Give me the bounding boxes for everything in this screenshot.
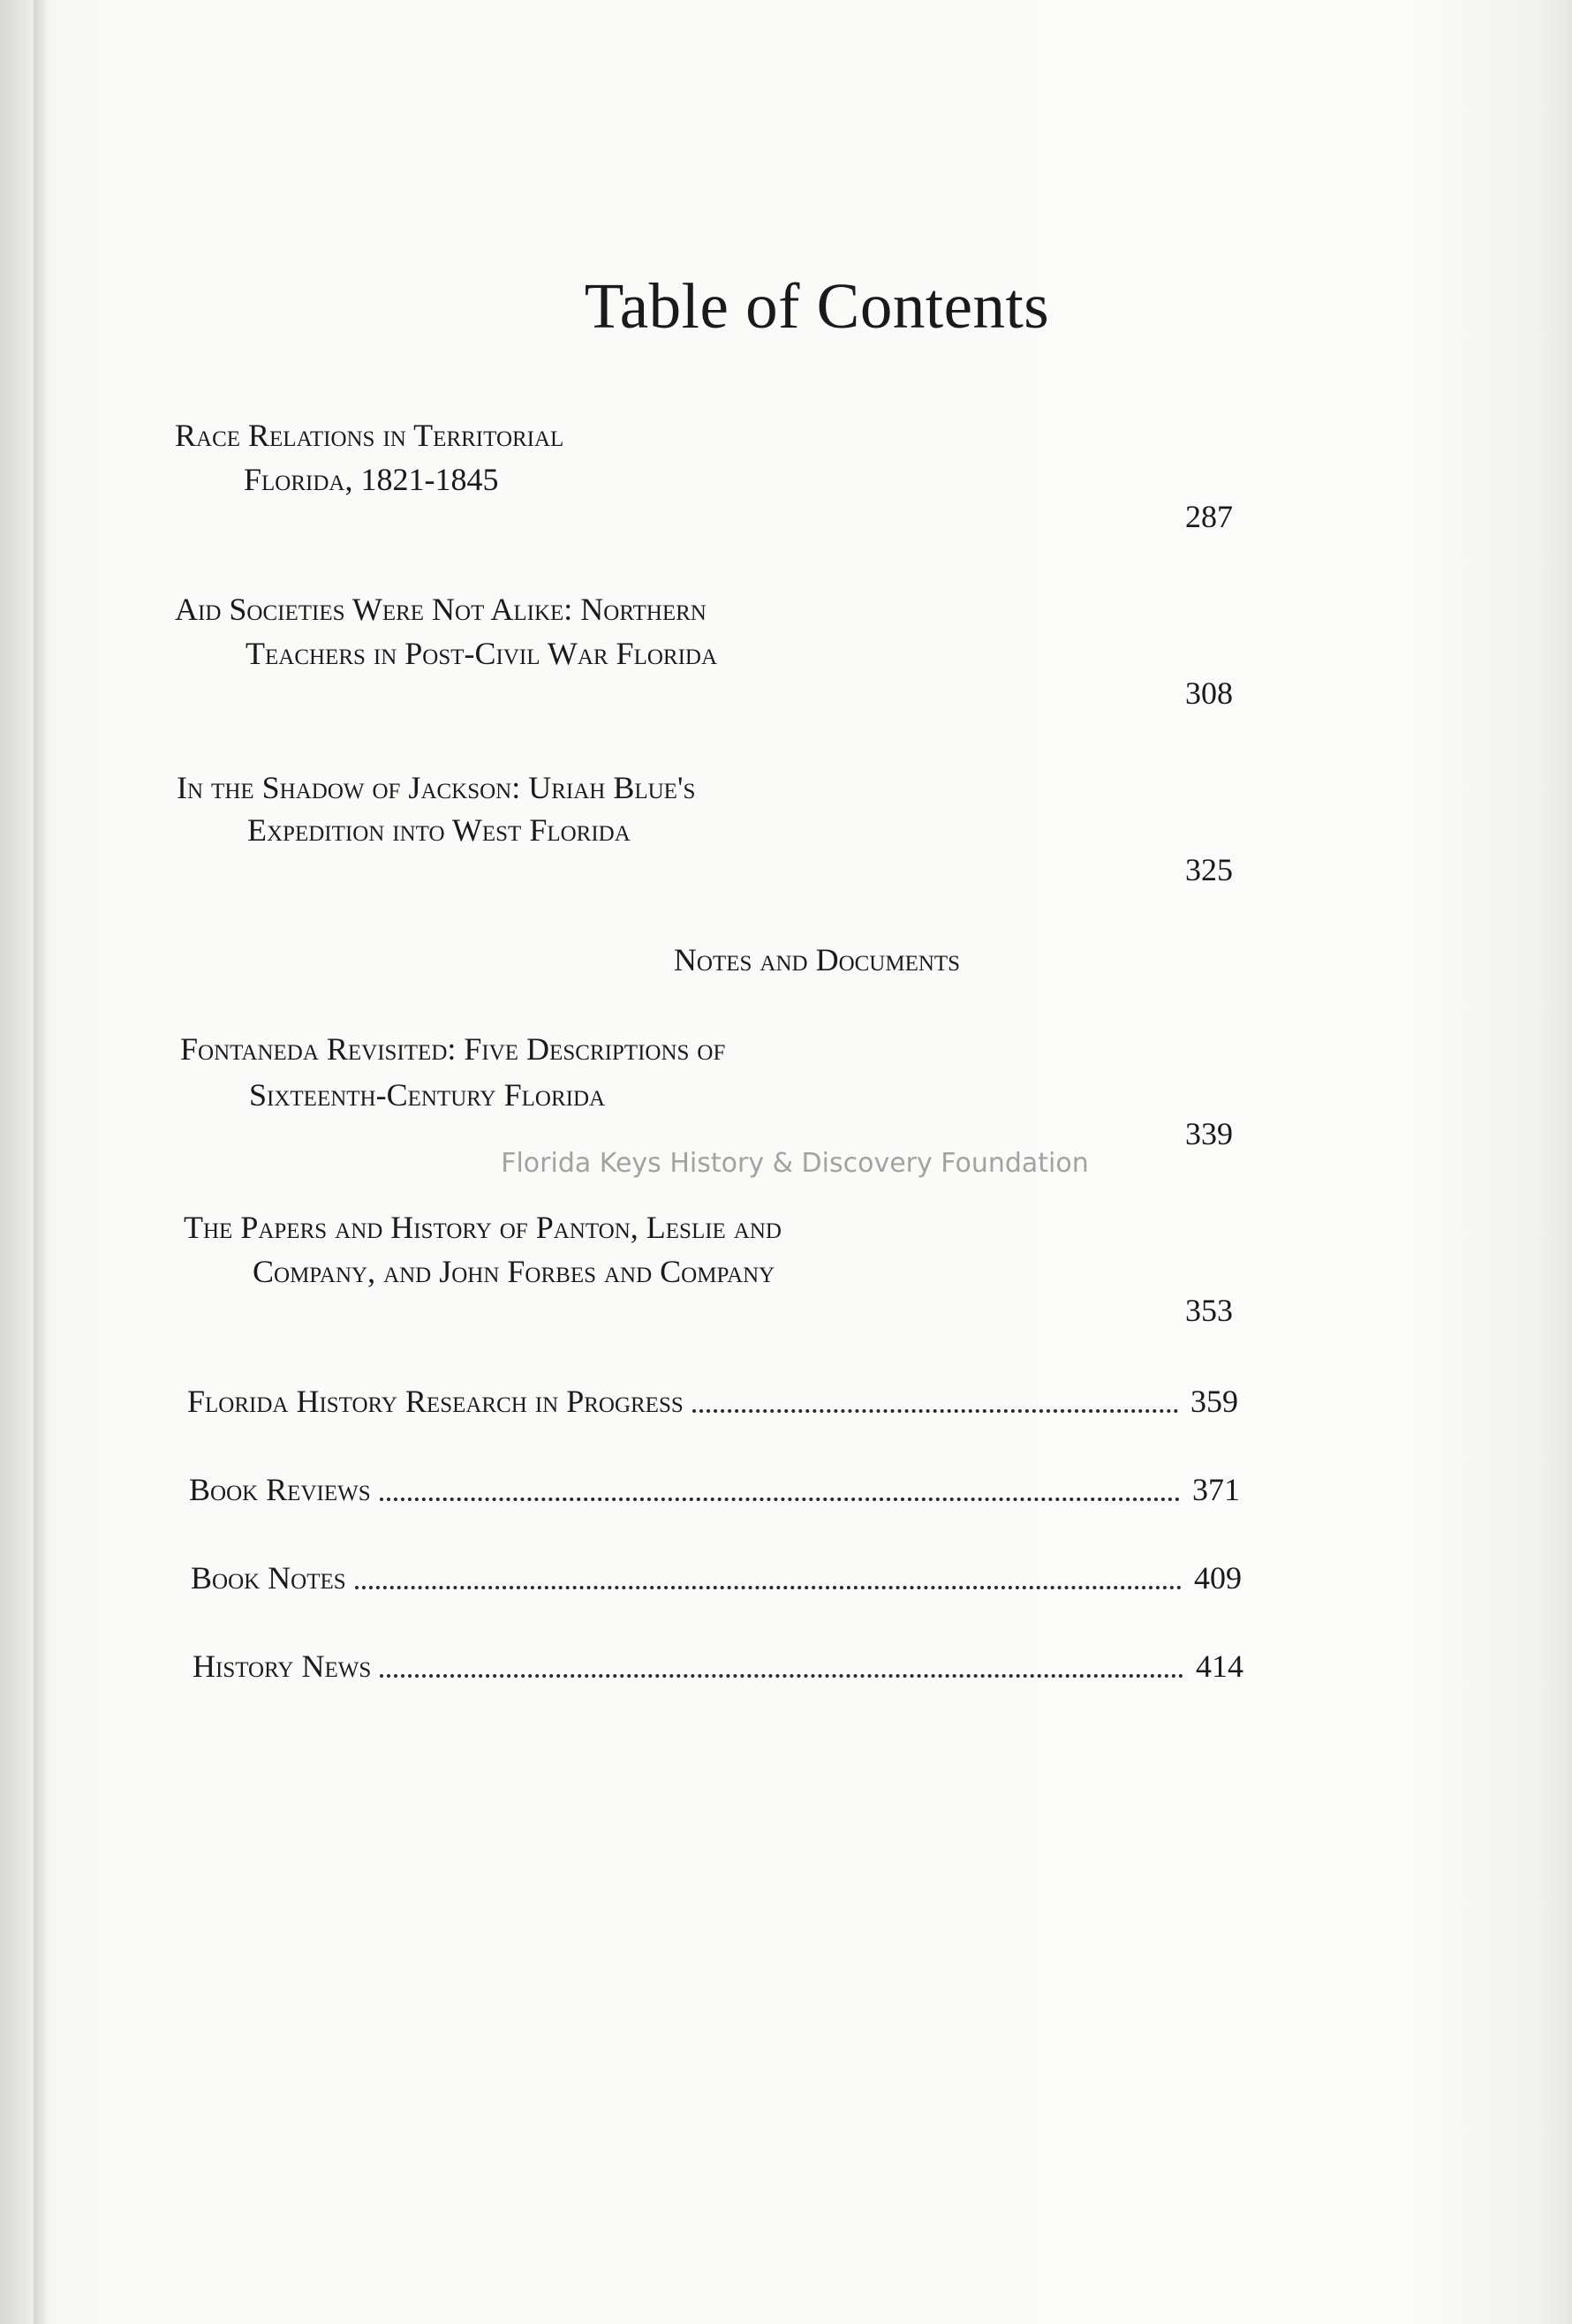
entry-title-line-1: Race Relations in Territorial [175, 418, 564, 453]
entry-title-line-1: In the Shadow of Jackson: Uriah Blue's [177, 770, 696, 805]
watermark: Florida Keys History & Discovery Foundation [501, 1148, 1089, 1179]
dot-leader [355, 1586, 1182, 1589]
dot-leader [692, 1409, 1178, 1413]
entry-page-number: 353 [1185, 1293, 1233, 1328]
entry-page-number: 409 [1194, 1560, 1242, 1596]
entry-page-number: 287 [1185, 499, 1233, 534]
entry-label: Book Notes [191, 1560, 346, 1596]
entry-label: Book Reviews [189, 1472, 371, 1507]
toc-entry-book-reviews [189, 1471, 1240, 1508]
entry-page-number: 308 [1185, 675, 1233, 711]
toc-entry-history-news [193, 1648, 1243, 1685]
dot-leader [380, 1498, 1180, 1501]
entry-title-line-2: Sixteenth-Century Florida [249, 1077, 606, 1113]
entry-label: Florida History Research in Progress [187, 1384, 684, 1419]
dot-leader [380, 1674, 1183, 1678]
entry-title-line-2: Teachers in Post-Civil War Florida [246, 636, 718, 671]
toc-entry-research-in-progress [187, 1383, 1238, 1420]
entry-page-number: 325 [1185, 852, 1233, 887]
page-title: Table of Contents [584, 270, 1050, 342]
entry-page-number: 371 [1192, 1472, 1240, 1507]
entry-title-line-1: Aid Societies Were Not Alike: Northern [175, 592, 707, 627]
entry-title-line-2: Expedition into West Florida [247, 812, 631, 848]
toc-entry-book-notes [191, 1559, 1242, 1596]
entry-title-line-2: Florida, 1821-1845 [244, 462, 499, 497]
entry-page-number: 359 [1190, 1384, 1238, 1419]
section-heading-notes-and-documents: Notes and Documents [673, 942, 961, 977]
entry-title-line-1: Fontaneda Revisited: Five Descriptions of [180, 1031, 726, 1067]
entry-title-line-2: Company, and John Forbes and Company [253, 1254, 775, 1289]
entry-label: History News [193, 1649, 372, 1684]
entry-page-number: 414 [1196, 1649, 1243, 1684]
entry-page-number: 339 [1185, 1116, 1233, 1151]
entry-title-line-1: The Papers and History of Panton, Leslie and [184, 1210, 782, 1245]
